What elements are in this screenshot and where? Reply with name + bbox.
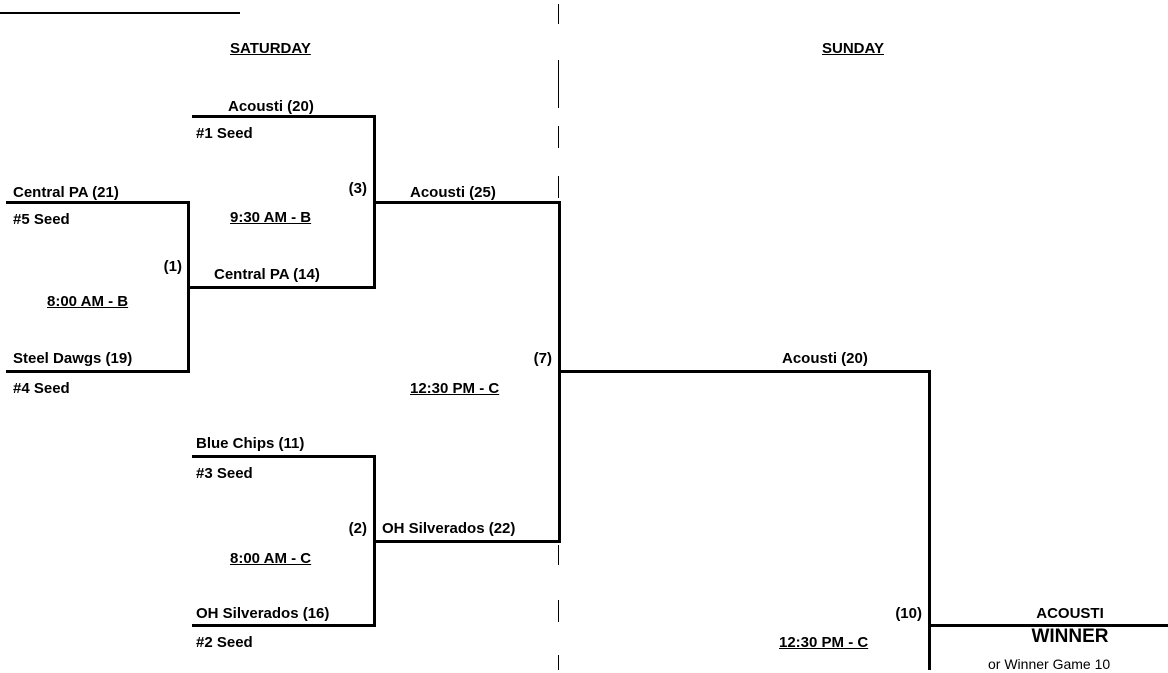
- game-number: (7): [533, 350, 552, 367]
- game-time: 9:30 AM - B: [230, 209, 312, 226]
- team-acousti-seed1: Acousti (20): [228, 98, 314, 115]
- bracket-line: [373, 540, 561, 543]
- seed-label: #5 Seed: [13, 211, 70, 228]
- day-divider-segment: [558, 4, 559, 24]
- bracket-line: [192, 115, 376, 118]
- seed-label: #4 Seed: [13, 380, 70, 397]
- seed-label: #1 Seed: [196, 125, 253, 142]
- game-time: 12:30 PM - C: [779, 634, 869, 651]
- seed-label: #3 Seed: [196, 465, 253, 482]
- day-divider-segment: [558, 655, 559, 670]
- game-time: 12:30 PM - C: [410, 380, 500, 397]
- game-time: 8:00 AM - B: [47, 293, 129, 310]
- team-oh-silverados-g7: OH Silverados (22): [382, 520, 516, 537]
- champion-name: ACOUSTI: [1036, 605, 1104, 622]
- team-acousti-g7: Acousti (25): [410, 184, 496, 201]
- day-divider-segment: [558, 176, 559, 198]
- team-central-pa-advanced: Central PA (14): [214, 266, 320, 283]
- bracket-line: [187, 286, 376, 289]
- bracket-line: [6, 370, 190, 373]
- bracket-line: [6, 201, 190, 204]
- day-divider-segment: [558, 600, 559, 622]
- day-divider-segment: [558, 60, 559, 108]
- bracket-line: [373, 201, 561, 204]
- saturday-header: SATURDAY: [230, 40, 311, 57]
- winner-label: WINNER: [1031, 626, 1109, 647]
- winner-note: or Winner Game 10: [988, 656, 1111, 672]
- game-time: 8:00 AM - C: [230, 550, 312, 567]
- game-number: (2): [348, 520, 367, 537]
- bracket-line: [192, 455, 376, 458]
- title-underline: [0, 12, 240, 14]
- team-blue-chips: Blue Chips (11): [196, 435, 305, 452]
- team-steel-dawgs: Steel Dawgs (19): [13, 350, 133, 367]
- game-number: (1): [163, 258, 182, 275]
- day-divider-segment: [558, 126, 559, 148]
- bracket-line: [192, 624, 376, 627]
- team-acousti-g10: Acousti (20): [782, 350, 868, 367]
- day-divider-segment: [558, 545, 559, 565]
- team-oh-silverados: OH Silverados (16): [196, 605, 330, 622]
- sunday-header: SUNDAY: [822, 40, 884, 57]
- team-central-pa: Central PA (21): [13, 184, 119, 201]
- game-number: (3): [348, 180, 367, 197]
- bracket-line: [558, 370, 931, 373]
- game-number: (10): [895, 605, 922, 622]
- seed-label: #2 Seed: [196, 634, 253, 651]
